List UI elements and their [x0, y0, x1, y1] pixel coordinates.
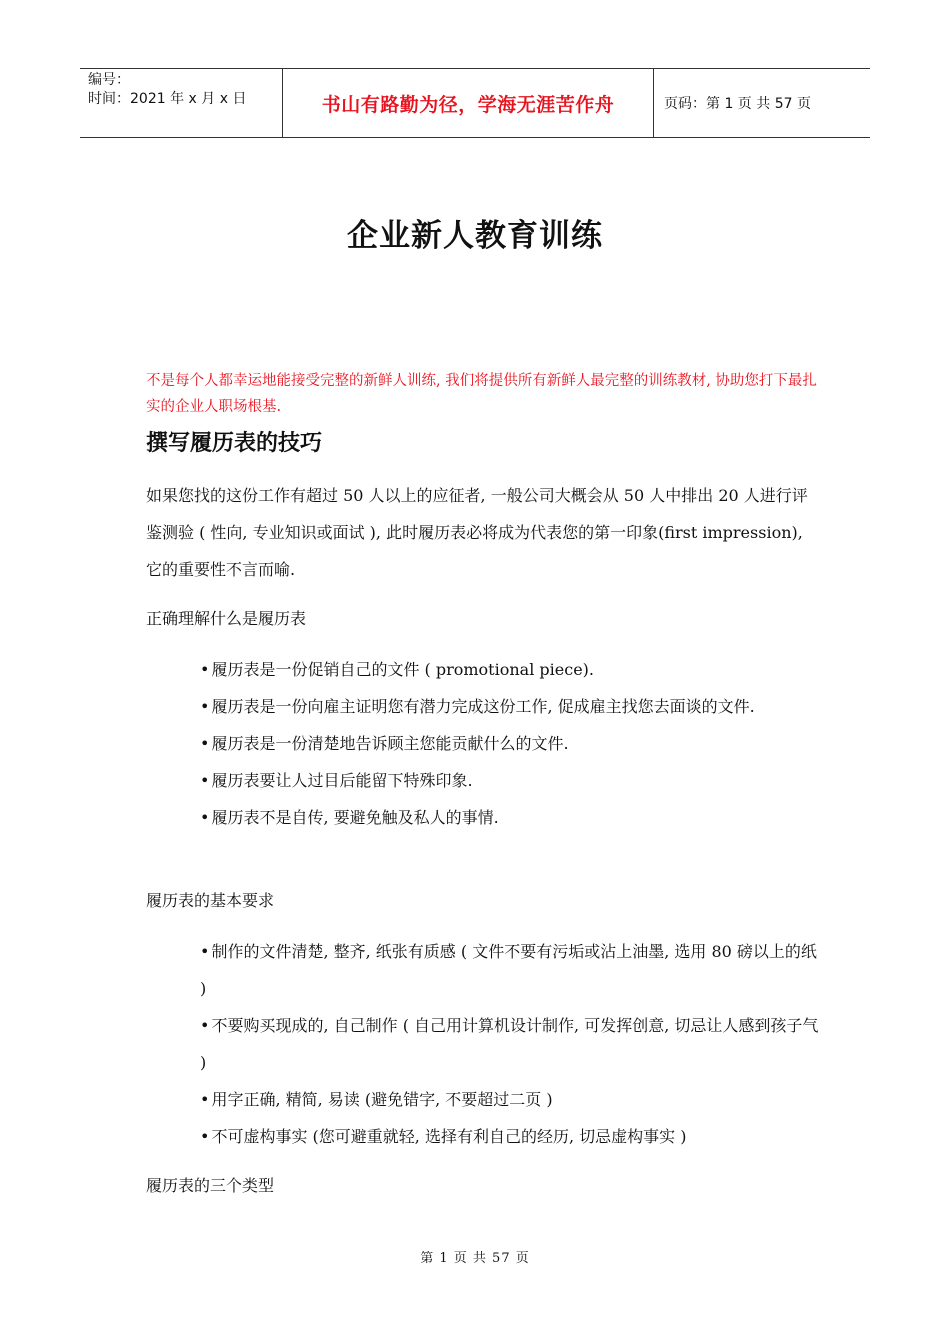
bullet-list-what-is-resume	[200, 651, 820, 836]
document-date-label: 时间：2021 年 x 月 x 日	[88, 91, 247, 107]
section-paragraph: 如果您找的这份工作有超过 50 人以上的应征者, 一般公司大概会从 50 人中排出 20 人进行评鉴测验 ( 性向, 专业知识或面试 ), 此时履历表必将成为代表您的第一印象(first impression), 它的重要性不言而喻.	[146, 486, 808, 579]
list-item: • 不要购买现成的, 自己制作 ( 自己用计算机设计制作, 可发挥创意, 切忌让人感到孩子气 )	[200, 1007, 820, 1081]
section-heading: 撰写履历表的技巧	[146, 431, 323, 456]
list-item: • 履历表是一份清楚地告诉顾主您能贡献什么的文件.	[200, 725, 820, 762]
document-number-label: 编号：	[88, 72, 130, 88]
list-item: • 用字正确, 精简, 易读 (避免错字, 不要超过二页 )	[200, 1081, 820, 1118]
document-title: 企业新人教育训练	[347, 218, 603, 254]
header-meta	[80, 69, 282, 137]
subsection-heading-basic-requirements: 履历表的基本要求	[146, 891, 275, 910]
page-footer: 第 1 页 共 57 页	[420, 1251, 530, 1266]
bullet-list-basic-requirements	[200, 933, 820, 1155]
list-item: • 履历表是一份促销自己的文件 ( promotional piece).	[200, 651, 820, 688]
subsection-heading-three-types: 履历表的三个类型	[146, 1176, 275, 1195]
list-item: • 履历表是一份向雇主证明您有潜力完成这份工作, 促成雇主找您去面谈的文件.	[200, 688, 820, 725]
list-item: • 不可虚构事实 (您可避重就轻, 选择有利自己的经历, 切忌虚构事实 )	[200, 1118, 820, 1155]
page-header	[80, 68, 870, 138]
list-item: • 履历表不是自传, 要避免触及私人的事情.	[200, 799, 820, 836]
header-motto: 书山有路勤为径，学海无涯苦作舟	[282, 69, 654, 137]
list-item: • 制作的文件清楚, 整齐, 纸张有质感 ( 文件不要有污垢或沾上油墨, 选用 80 磅以上的纸 )	[200, 933, 820, 1007]
intro-paragraph: 不是每个人都幸运地能接受完整的新鲜人训练, 我们将提供所有新鲜人最完整的训练教材, 协助您打下最扎实的企业人职场根基.	[146, 373, 817, 415]
list-item: • 履历表要让人过目后能留下特殊印象.	[200, 762, 820, 799]
header-page-info: 页码：第 1 页 共 57 页	[664, 96, 811, 112]
subsection-heading-what-is-resume: 正确理解什么是履历表	[146, 609, 307, 628]
